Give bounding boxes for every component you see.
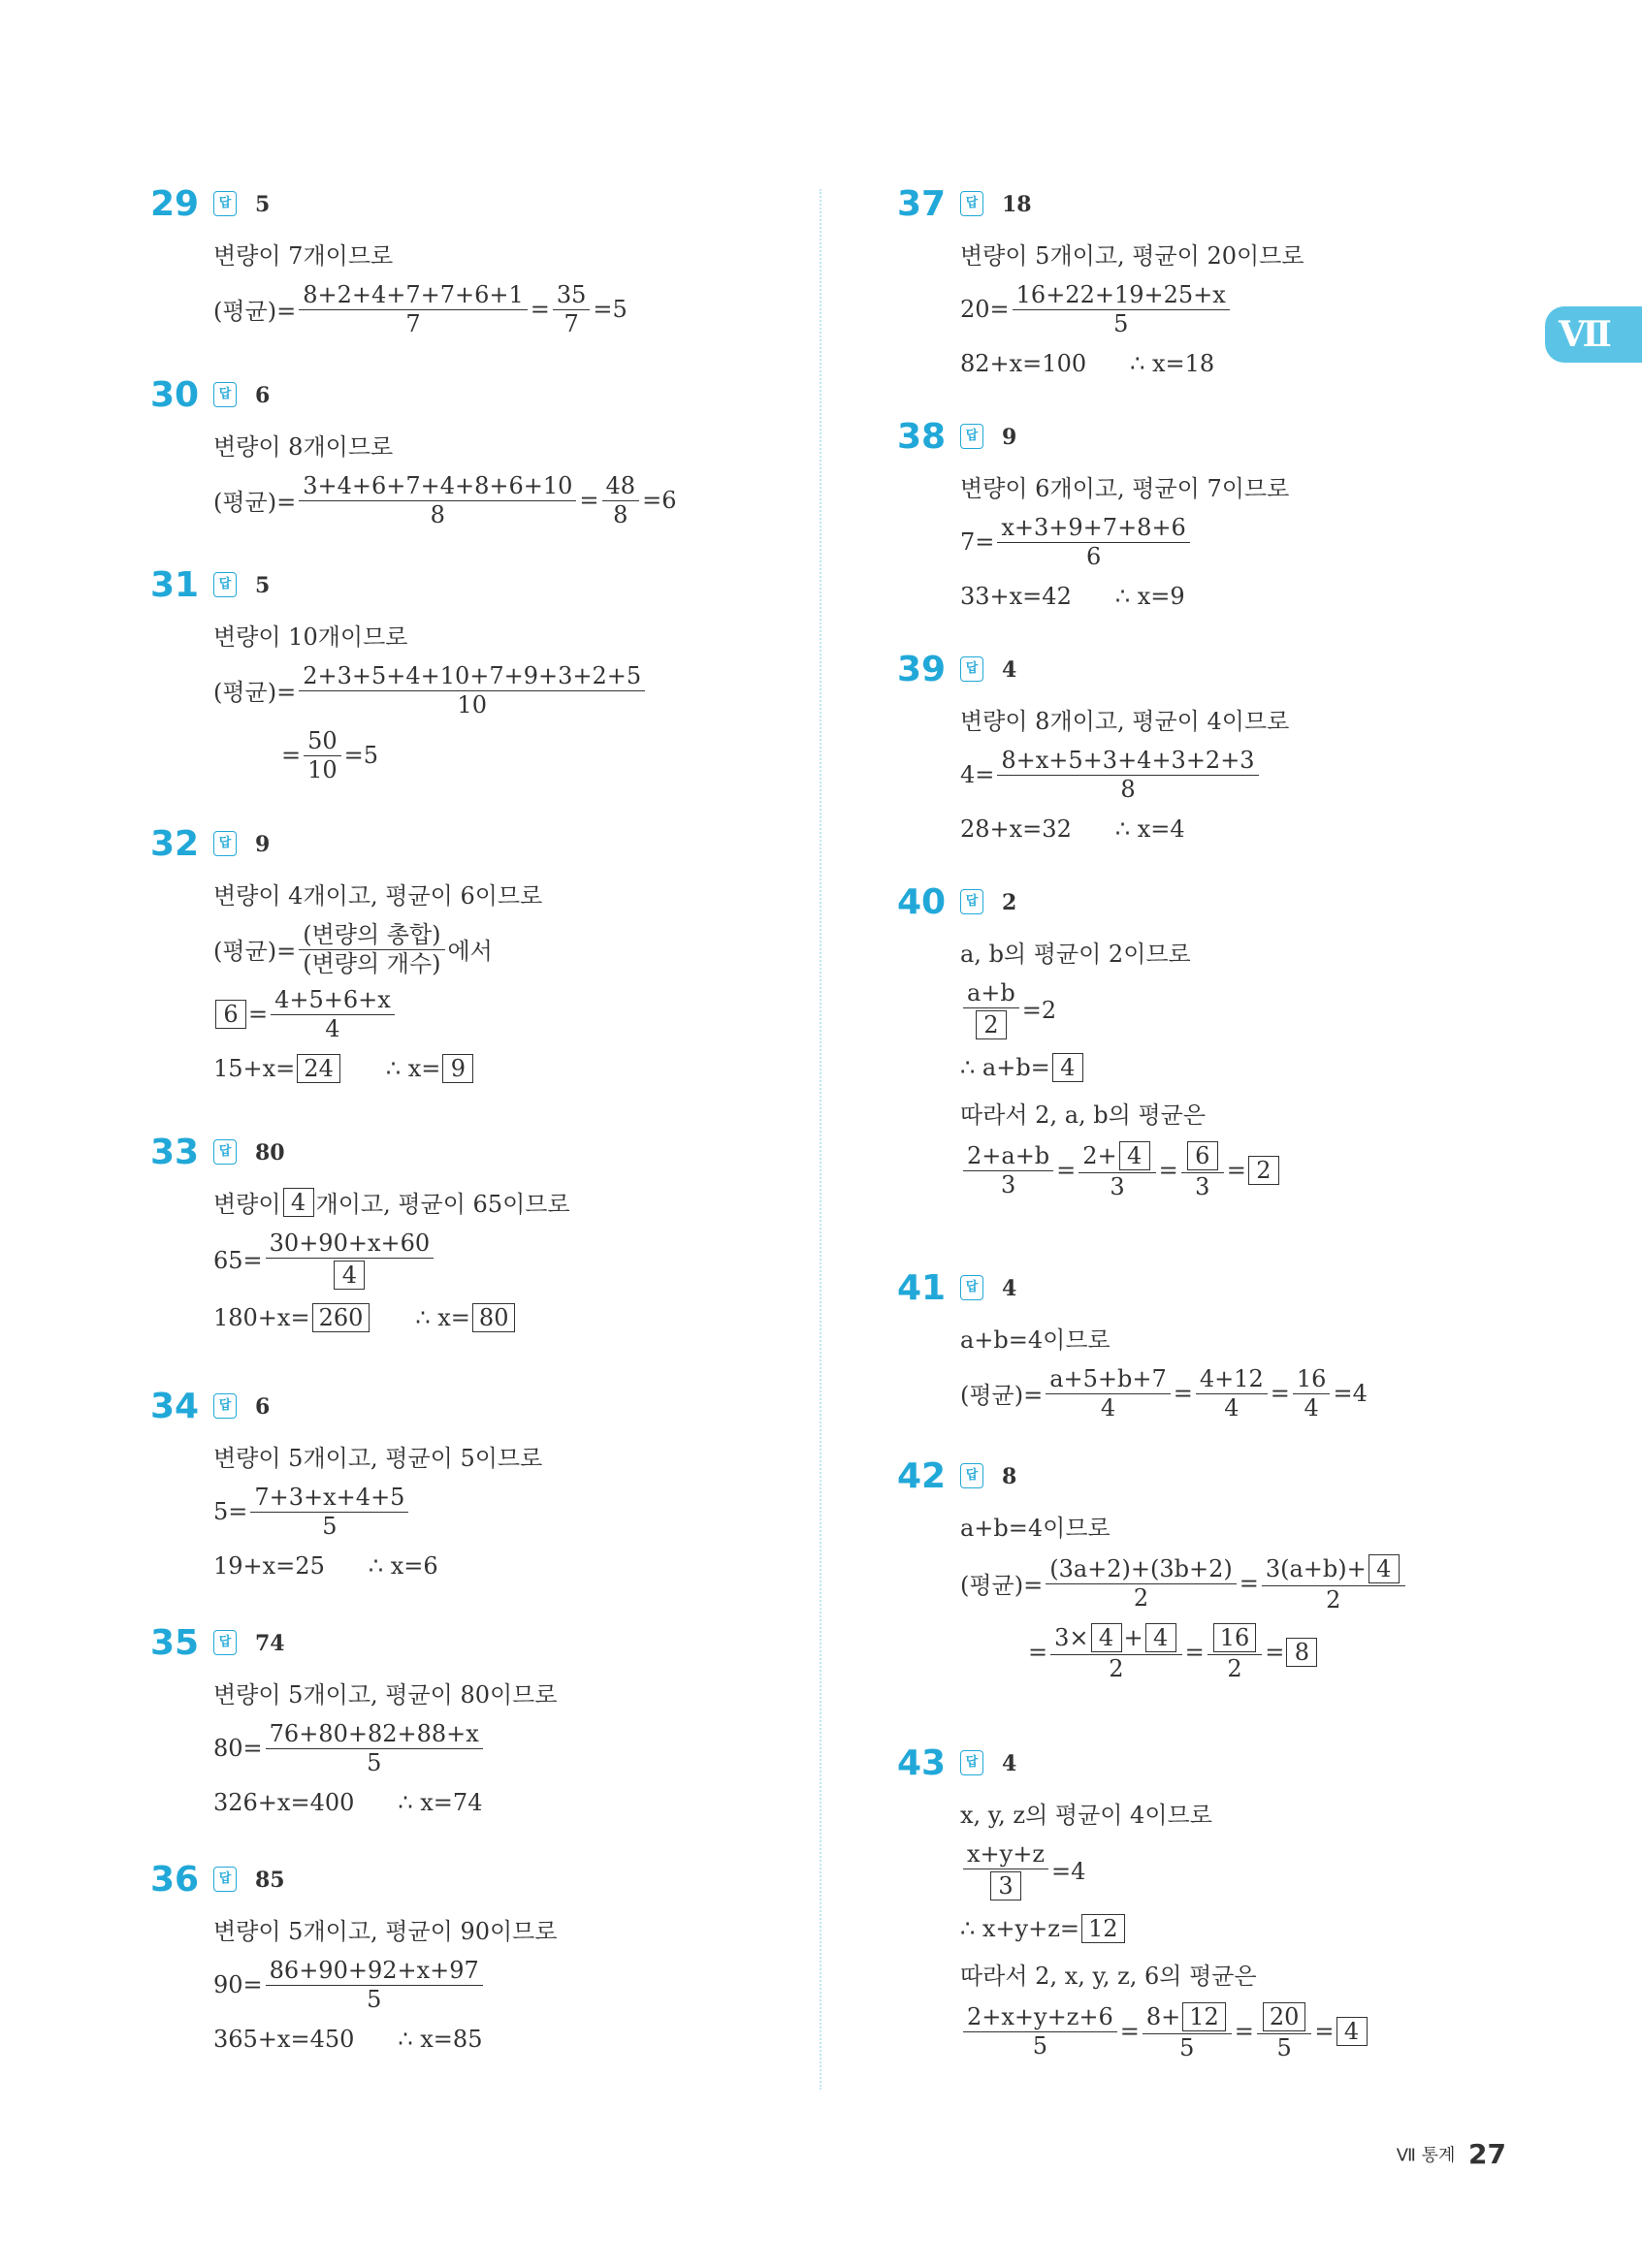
statement: x, y, z의 평균이 4이므로 <box>960 1802 1212 1829</box>
fraction: $\frac{86+90+92+x+97}{5}$ <box>266 1958 483 2011</box>
answer-value: 74 <box>255 1631 285 1656</box>
answer-value: 2 <box>1002 890 1017 915</box>
answer-value: 6 <box>255 383 271 408</box>
blank-box: 4 <box>1119 1141 1150 1170</box>
statement: 변량이 10개이므로 <box>213 623 408 651</box>
statement: 변량이 5개이고, 평균이 80이므로 <box>213 1681 558 1709</box>
fraction: $\frac{x+y+z}{3}$ <box>963 1841 1048 1901</box>
answer-value: 9 <box>1002 425 1017 450</box>
fraction: $\frac{2+a+b}{3}$ <box>963 1143 1053 1197</box>
blank-box: 4 <box>1052 1053 1083 1082</box>
fraction: $\frac{16}{2}$ <box>1207 1623 1263 1680</box>
fraction: $\frac{7+3+x+4+5}{5}$ <box>250 1485 408 1538</box>
fraction: $\frac{x+3+9+7+8+6}{6}$ <box>997 515 1189 568</box>
blank-box: 260 <box>312 1303 370 1332</box>
problem-number: 39 <box>897 650 947 689</box>
fraction: $\frac{3+4+6+7+4+8+6+10}{8}$ <box>299 473 576 527</box>
answer-tag: 답 <box>213 831 237 856</box>
statement: 변량이 8개이므로 <box>213 433 394 461</box>
answer-tag: 답 <box>960 191 983 216</box>
page-number: 27 <box>1468 2138 1506 2170</box>
statement: 변량이 6개이고, 평균이 7이므로 <box>960 475 1290 502</box>
problem-number: 37 <box>897 184 947 224</box>
blank-box: 6 <box>215 1000 246 1029</box>
statement: a+b=4이므로 <box>960 1326 1111 1354</box>
answer-tag: 답 <box>960 1750 983 1775</box>
fraction: $\frac{20}{5}$ <box>1257 2002 1312 2060</box>
problem-34: 34 답 6 변량이 5개이고, 평균이 5이므로 5= $\frac{7+3+x+4+5}{5}$ 19+x=25 ∴ x=6 <box>150 1387 543 1580</box>
problem-36: 36 답 85 변량이 5개이고, 평균이 90이므로 90= $\frac{86+90+92+x+97}{5}$ 365+x=450 ∴ x=85 <box>150 1860 558 2053</box>
problem-40: 40 답 2 a, b의 평균이 2이므로 $\frac{a+b}{2}$ =2 ∴ a+b= 4 따라서 2, a, b의 평균은 $\frac{2+a+b}{3}$ = $\frac{2+ 4}{3}$ = $\frac{6}{3}$ = 2 <box>897 882 1537 1198</box>
fraction: $\frac{2+x+y+z+6}{5}$ <box>963 2004 1117 2058</box>
problem-32: 32 답 9 변량이 4개이고, 평균이 6이므로 (평균)= (변량의 총합) (변량의 개수) 에서 6 = $\frac{4+5+6+x}{4}$ 15+x= 24 ∴ x= 9 <box>150 824 543 1082</box>
problem-29: 29 답 5 변량이 7개이므로 (평균)= $\frac{8+2+4+7+7+6+1}{7}$ = $\frac{35}{7}$ =5 <box>150 184 628 337</box>
answer-tag: 답 <box>213 1630 237 1655</box>
fraction: $\frac{48}{8}$ <box>602 473 640 527</box>
blank-box: 9 <box>442 1054 473 1083</box>
statement: 변량이 5개이고, 평균이 5이므로 <box>213 1445 543 1472</box>
blank-box: 4 <box>1336 2017 1368 2046</box>
statement: 변량이 8개이고, 평균이 4이므로 <box>960 708 1290 735</box>
fraction: $\frac{76+80+82+88+x}{5}$ <box>266 1721 483 1774</box>
answer-value: 4 <box>1002 1751 1017 1776</box>
fraction: $\frac{a+5+b+7}{4}$ <box>1046 1366 1171 1420</box>
blank-box: 3 <box>990 1871 1021 1901</box>
fraction: $\frac{3\times 4 + 4}{2}$ <box>1050 1623 1182 1680</box>
footer-chapter: Ⅶ 통계 <box>1396 2145 1456 2166</box>
statement: 변량이 4개이고, 평균이 6이므로 <box>213 882 543 910</box>
fraction: $\frac{8+x+5+3+4+3+2+3}{8}$ <box>997 748 1258 801</box>
fraction: $\frac{8+ 12}{5}$ <box>1143 2002 1232 2060</box>
blank-box: 4 <box>1091 1623 1122 1652</box>
answer-tag: 답 <box>960 424 983 449</box>
problem-38: 38 답 9 변량이 6개이고, 평균이 7이므로 7= $\frac{x+3+9+7+8+6}{6}$ 33+x=42 ∴ x=9 <box>897 417 1290 610</box>
problem-number: 31 <box>150 565 200 605</box>
blank-box: 80 <box>472 1303 516 1332</box>
statement: a+b=4이므로 <box>960 1515 1111 1542</box>
answer-value: 4 <box>1002 1276 1017 1301</box>
fraction: $\frac{(3a+2)+(3b+2)}{2}$ <box>1046 1556 1237 1610</box>
column-divider <box>820 189 821 2090</box>
fraction: $\frac{2+ 4}{3}$ <box>1079 1141 1155 1198</box>
problem-42: 42 답 8 a+b=4이므로 (평균)= $\frac{(3a+2)+(3b+2)}{2}$ = $\frac{3(a+b)+ 4}{2}$ = $\frac{3\times 4 + 4}{2}$ = $\frac{16}{2}$ = 8 <box>897 1456 1537 1680</box>
statement: 변량이 5개이고, 평균이 20이므로 <box>960 242 1304 270</box>
answer-value: 9 <box>255 832 271 857</box>
blank-box: 8 <box>1286 1638 1317 1667</box>
statement: 변량이 5개이고, 평균이 90이므로 <box>213 1918 558 1945</box>
problem-number: 32 <box>150 824 200 864</box>
fraction: $\frac{2+3+5+4+10+7+9+3+2+5}{10}$ <box>299 663 645 717</box>
blank-box: 16 <box>1213 1623 1257 1652</box>
blank-box: 4 <box>334 1261 365 1290</box>
fraction: (변량의 총합) (변량의 개수) <box>299 922 444 975</box>
problem-30: 30 답 6 변량이 8개이므로 (평균)= $\frac{3+4+6+7+4+8+6+10}{8}$ = $\frac{48}{8}$ =6 <box>150 375 677 528</box>
problem-number: 30 <box>150 375 200 415</box>
blank-box: 12 <box>1182 2002 1226 2031</box>
answer-value: 85 <box>255 1868 285 1893</box>
answer-tag: 답 <box>960 656 983 682</box>
problem-43: 43 답 4 x, y, z의 평균이 4이므로 $\frac{x+y+z}{3}$ =4 ∴ x+y+z= 12 따라서 2, x, y, z, 6의 평균은 $\frac{2+x+y+z+6}{5}$ = $\frac{8+ 12}{5}$ = $\frac{20}{5}$ = 4 <box>897 1743 1537 2060</box>
problem-37: 37 답 18 변량이 5개이고, 평균이 20이므로 20= $\frac{16+22+19+25+x}{5}$ 82+x=100 ∴ x=18 <box>897 184 1304 377</box>
answer-value: 8 <box>1002 1464 1017 1489</box>
answer-value: 4 <box>1002 657 1017 683</box>
answer-tag: 답 <box>960 1463 983 1488</box>
problem-31: 31 답 5 변량이 10개이므로 (평균)= $\frac{2+3+5+4+10+7+9+3+2+5}{10}$ = $\frac{50}{10}$ =5 <box>150 565 771 782</box>
problem-39: 39 답 4 변량이 8개이고, 평균이 4이므로 4= $\frac{8+x+5+3+4+3+2+3}{8}$ 28+x=32 ∴ x=4 <box>897 650 1290 843</box>
problem-35: 35 답 74 변량이 5개이고, 평균이 80이므로 80= $\frac{76+80+82+88+x}{5}$ 326+x=400 ∴ x=74 <box>150 1623 558 1816</box>
answer-tag: 답 <box>213 1139 237 1165</box>
fraction: $\frac{50}{10}$ <box>304 728 341 782</box>
problem-number: 40 <box>897 882 947 922</box>
blank-box: 12 <box>1081 1914 1125 1943</box>
chapter-tab: Ⅶ <box>1545 306 1642 363</box>
problem-number: 35 <box>150 1623 200 1663</box>
answer-tag: 답 <box>213 1867 237 1892</box>
answer-tag: 답 <box>213 1393 237 1419</box>
fraction: $\frac{a+b}{2}$ <box>963 980 1019 1039</box>
problem-number: 38 <box>897 417 947 457</box>
answer-value: 5 <box>255 192 271 217</box>
problem-number: 42 <box>897 1456 947 1496</box>
statement: a, b의 평균이 2이므로 <box>960 941 1191 968</box>
fraction: $\frac{4+12}{4}$ <box>1196 1366 1268 1420</box>
fraction: $\frac{6}{3}$ <box>1181 1141 1224 1198</box>
problem-number: 33 <box>150 1133 200 1172</box>
fraction: $\frac{30+90+x+60}{4}$ <box>266 1230 434 1290</box>
lhs: (평균)= <box>213 298 297 325</box>
blank-box: 4 <box>1145 1623 1176 1652</box>
fraction: $\frac{8+2+4+7+7+6+1}{7}$ <box>299 282 528 335</box>
answer-value: 5 <box>255 573 271 598</box>
problem-number: 43 <box>897 1743 947 1783</box>
fraction: $\frac{16+22+19+25+x}{5}$ <box>1013 282 1230 335</box>
blank-box: 4 <box>283 1188 314 1217</box>
blank-box: 2 <box>1248 1156 1279 1185</box>
page-footer <box>1397 2138 1506 2170</box>
blank-box: 4 <box>1368 1554 1400 1583</box>
answer-value: 80 <box>255 1140 285 1166</box>
answer-tag: 답 <box>960 889 983 914</box>
blank-box: 20 <box>1263 2002 1306 2031</box>
answer-value: 18 <box>1002 192 1032 217</box>
answer-value: 6 <box>255 1394 271 1420</box>
answer-tag: 답 <box>960 1275 983 1300</box>
fraction: $\frac{3(a+b)+ 4}{2}$ <box>1262 1554 1405 1612</box>
problem-33: 33 답 80 변량이 4 개이고, 평균이 65이므로 65= $\frac{30+90+x+60}{4}$ 180+x= 260 ∴ x= 80 <box>150 1133 570 1331</box>
problem-number: 34 <box>150 1387 200 1426</box>
answer-tag: 답 <box>213 382 237 407</box>
fraction: $\frac{4+5+6+x}{4}$ <box>271 987 395 1040</box>
problem-41: 41 답 4 a+b=4이므로 (평균)= $\frac{a+5+b+7}{4}$ = $\frac{4+12}{4}$ = $\frac{16}{4}$ =4 <box>897 1268 1368 1421</box>
blank-box: 24 <box>297 1054 340 1083</box>
answer-tag: 답 <box>213 572 237 597</box>
fraction: $\frac{35}{7}$ <box>553 282 591 335</box>
problem-number: 36 <box>150 1860 200 1900</box>
blank-box: 2 <box>976 1010 1007 1039</box>
problem-number: 29 <box>150 184 200 224</box>
blank-box: 6 <box>1187 1141 1218 1170</box>
fraction: $\frac{16}{4}$ <box>1293 1366 1331 1420</box>
answer-tag: 답 <box>213 191 237 216</box>
statement: 변량이 7개이므로 <box>213 242 394 270</box>
problem-number: 41 <box>897 1268 947 1308</box>
